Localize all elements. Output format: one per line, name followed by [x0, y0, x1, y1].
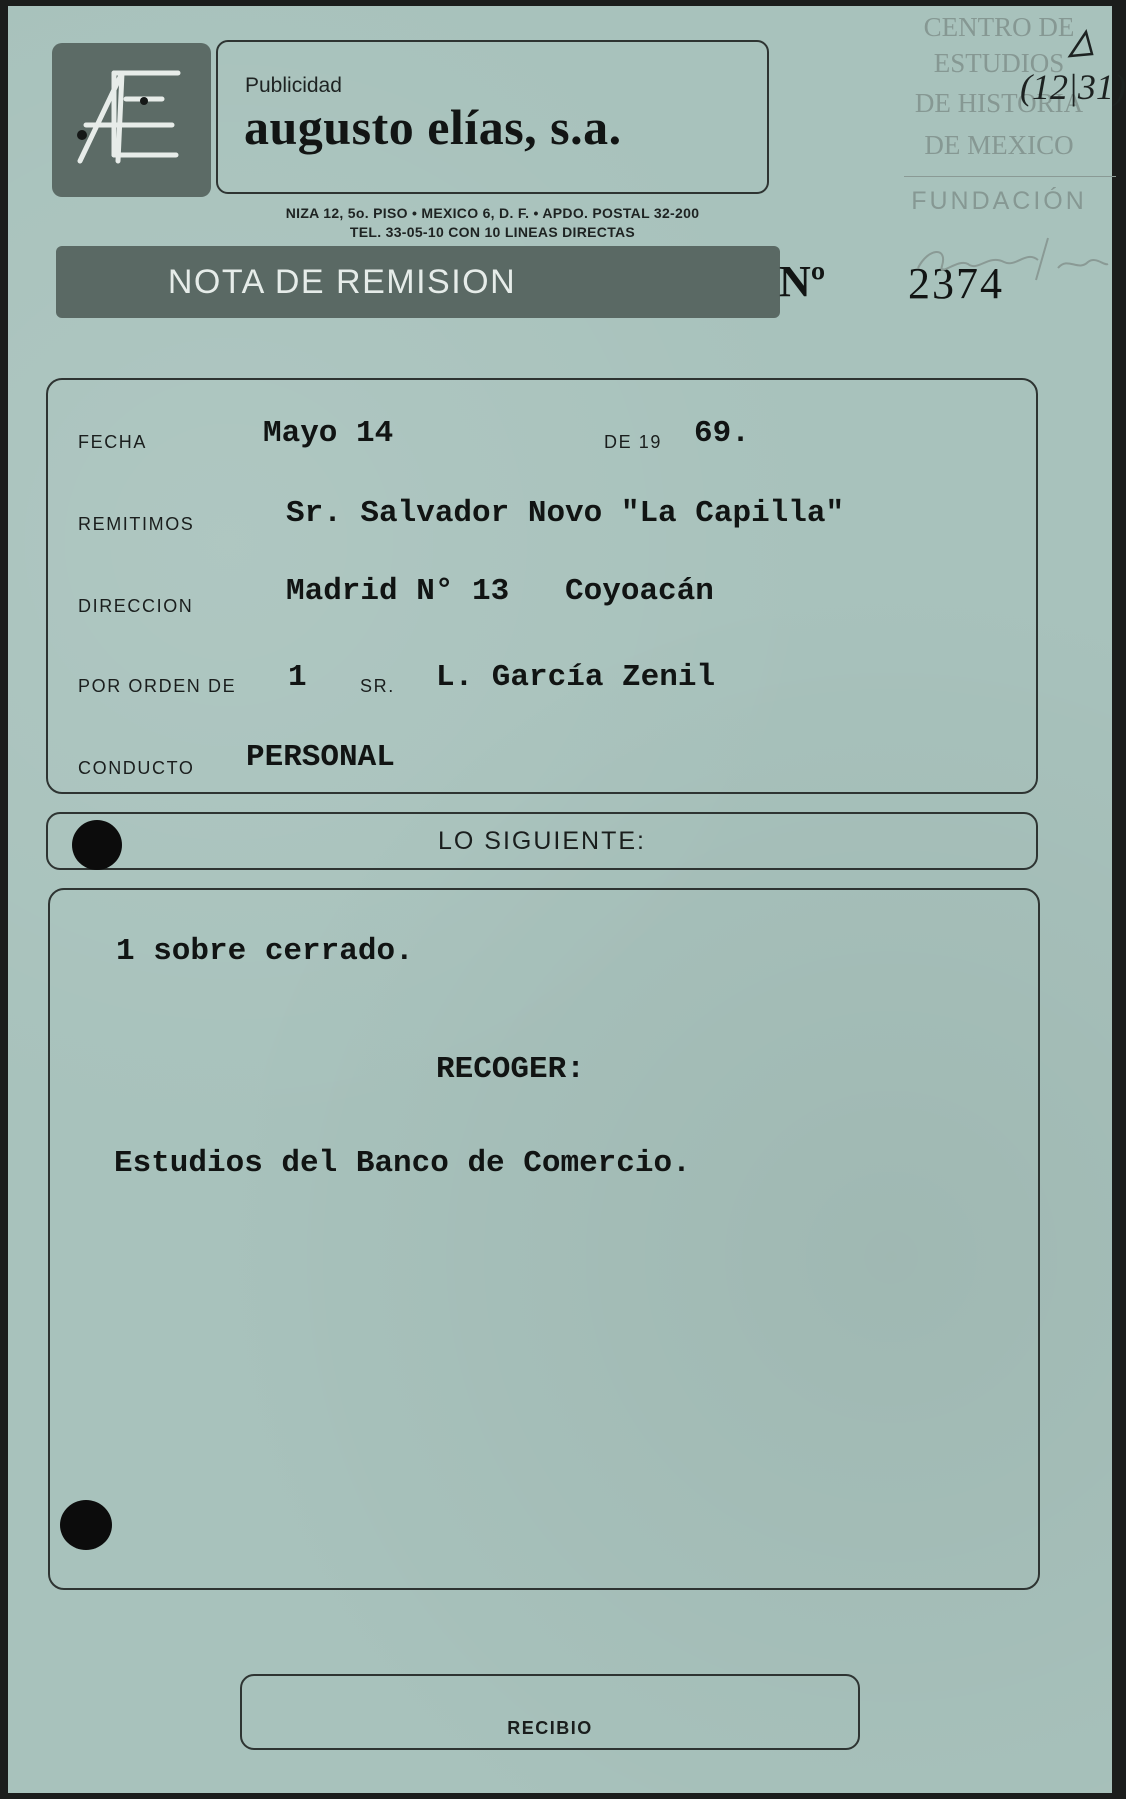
por-orden-label: POR ORDEN DE: [78, 676, 237, 696]
content-frame: [48, 888, 1040, 1590]
punch-hole-top: [72, 820, 122, 870]
stamp-line-2: ESTUDIOS: [933, 48, 1065, 78]
company-phone: TEL. 33-05-10 CON 10 LINEAS DIRECTAS: [349, 224, 636, 240]
content-line-2: RECOGER:: [436, 1052, 585, 1087]
year-prefix-label: DE 19: [604, 432, 663, 452]
stamp-line-1: CENTRO DE: [923, 12, 1075, 42]
document-title: NOTA DE REMISION: [167, 263, 517, 301]
conducto-value: PERSONAL: [246, 740, 395, 775]
stamp-line-3: DE HISTORIA: [914, 88, 1084, 118]
fecha-label: FECHA: [78, 432, 148, 452]
por-orden-value: 1: [288, 660, 307, 695]
year-value: 69.: [694, 416, 750, 451]
handwritten-arrow-icon: [1060, 26, 1100, 66]
content-line-1: 1 sobre cerrado.: [116, 934, 414, 969]
direccion-value: Madrid N° 13 Coyoacán: [286, 574, 714, 609]
punch-hole-bottom: [60, 1500, 112, 1550]
number-label: Nº: [779, 257, 826, 306]
lo-siguiente-label: LO SIGUIENTE:: [438, 827, 646, 855]
recibio-label: RECIBIO: [507, 1718, 593, 1738]
direccion-label: DIRECCION: [78, 596, 194, 616]
signature-icon: [908, 228, 1112, 288]
handwritten-mark: [1060, 26, 1100, 71]
sr-value: L. García Zenil: [436, 660, 716, 695]
content-line-3: Estudios del Banco de Comercio.: [114, 1146, 691, 1181]
remitimos-label: REMITIMOS: [78, 514, 195, 534]
publicidad-label: Publicidad: [245, 74, 342, 97]
company-name: augusto elías, s.a.: [244, 99, 622, 155]
stamp-divider: [904, 176, 1116, 177]
ae-monogram-icon: [52, 43, 211, 197]
fecha-value: Mayo 14: [263, 416, 394, 451]
document-number: 2374: [908, 259, 1004, 308]
company-logo: [52, 43, 211, 197]
handwritten-reference: (12|31): [1020, 67, 1126, 107]
document-paper: [8, 6, 1126, 1793]
stamp-signature: [908, 228, 1112, 288]
company-address: NIZA 12, 5o. PISO • MEXICO 6, D. F. • APDO. POSTAL 32-200: [285, 205, 700, 221]
conducto-label: CONDUCTO: [78, 758, 195, 778]
stamp-line-4: DE MEXICO: [924, 130, 1074, 160]
remitimos-value: Sr. Salvador Novo "La Capilla": [286, 496, 845, 531]
sr-label: SR.: [360, 676, 395, 696]
stamp-line-5: FUNDACIÓN: [911, 187, 1087, 215]
